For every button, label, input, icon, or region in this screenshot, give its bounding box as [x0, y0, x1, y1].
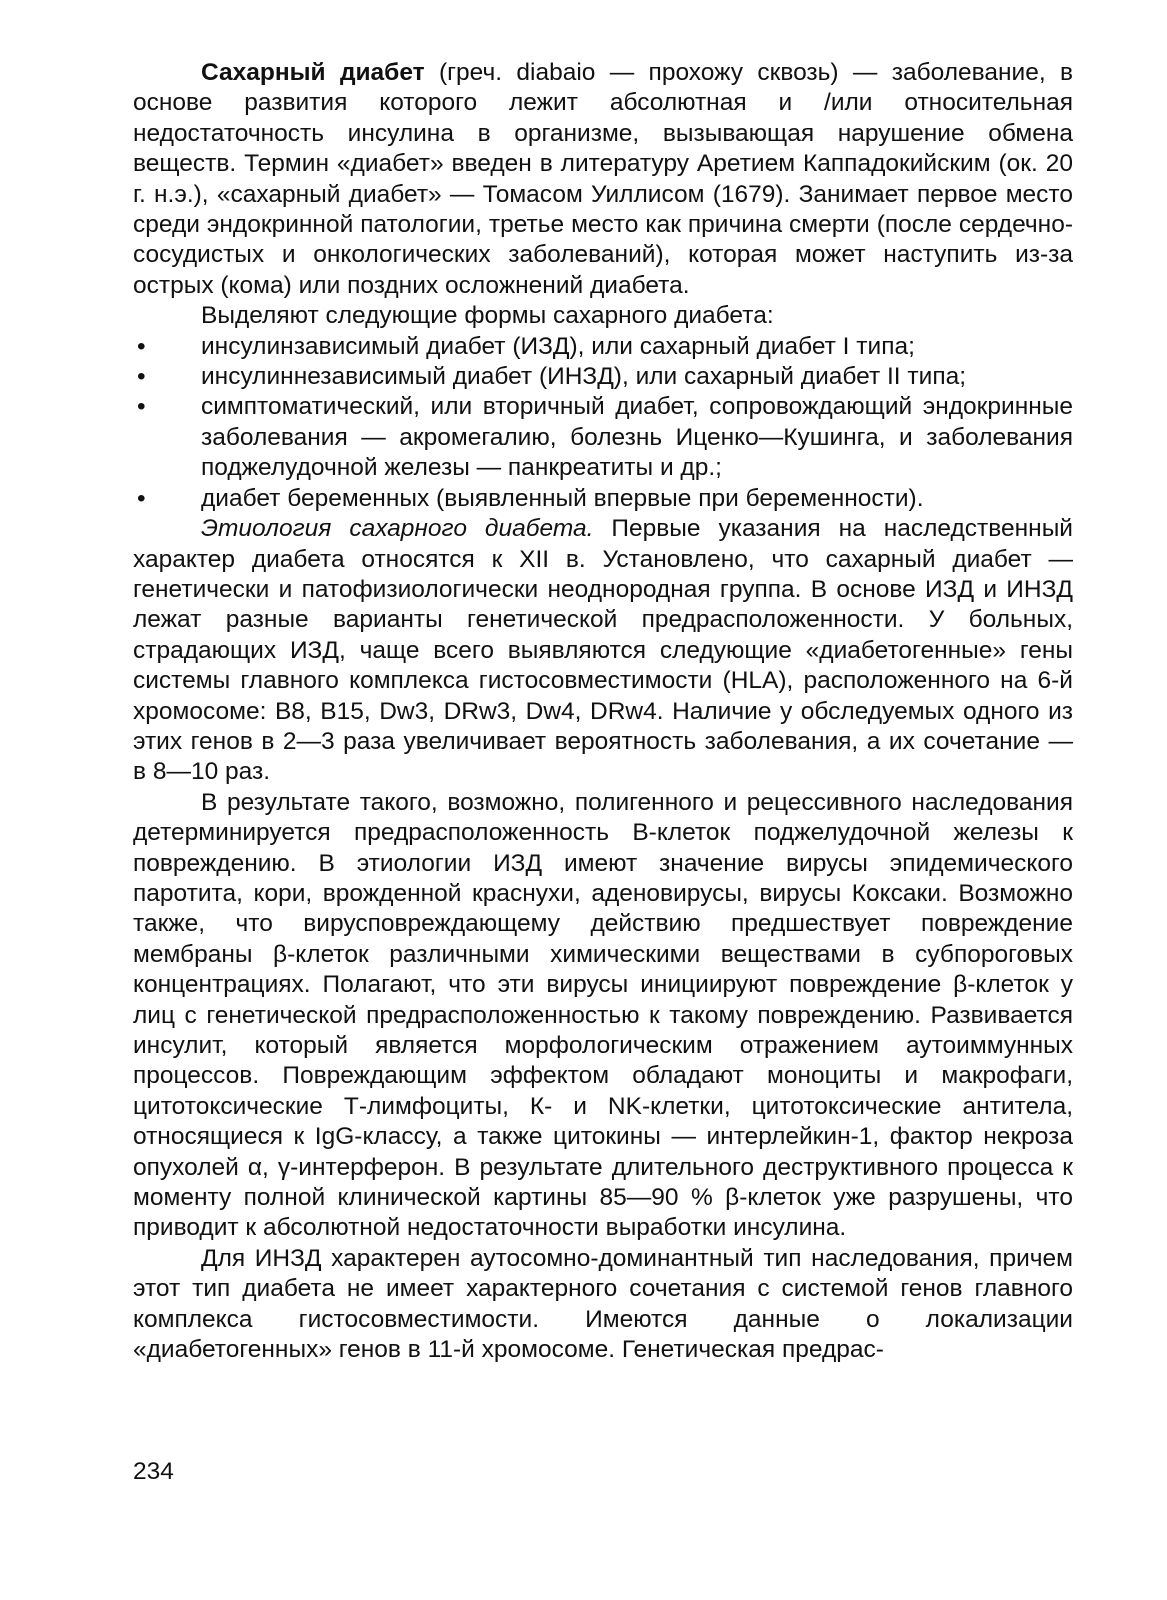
paragraph-definition [133, 58, 1073, 301]
paragraph-pathogenesis: В результате такого, возможно, полигенного и рецессивного наследования детерминируется предрасположенность В-клеток поджелудочной железы к повреждению. В этиологии ИЗД имеют значение вирусы эпидемического паротита, кори, врожденной краснухи, аденовирусы, вирусы Коксаки. Возможно также, что вирусповреждающему действию предшествует повреждение мембраны β-клеток различными химическими веществами в субпороговых концентрациях. Полагают, что эти вирусы инициируют повреждение β-клеток у лиц с генетической предрасположенностью к такому повреждению. Развивается инсулит, который является морфологическим отражением аутоиммунных процессов. Повреждающим эффектом обладают моноциты и макрофаги, цитотоксические Т-лимфоциты, К- и NK-клетки, цитотоксические антитела, относящиеся к IgG-классу, а также цитокины — интерлейкин-1, фактор некроза опухолей α, γ-интерферон. В результате длительного деструктивного процесса к моменту полной клинической картины 85—90 % β-клеток уже разрушены, что приводит к абсолютной недостаточности выработки инсулина. [133, 788, 1073, 1242]
lead-term: Сахарный диабет [201, 59, 425, 86]
paragraph-text: Первые указания на наследственный характер диабета относятся к XII в. Установлено, что сахарный диабет — генетически и патофизиологически неоднородная группа. В основе ИЗД и ИНЗД лежат разные варианты генетической предрасположенности. У больных, страдающих ИЗД, чаще всего выявляются следующие «диабетогенные» гены системы главного комплекса гистосовместимости (HLA), расположенного на 6-й хромосоме: B8, B15, Dw3, DRw3, Dw4, DRw4. Наличие у обследуемых одного из этих генов в 2—3 раза увеличивает вероятность заболевания, а их сочетание — в 8—10 раз. [133, 515, 1073, 786]
paragraph-etiology [133, 514, 1073, 788]
bullet-icon: • [137, 332, 146, 360]
bullet-icon: • [137, 363, 146, 391]
list-item [133, 392, 1073, 483]
page-number: 234 [133, 1458, 174, 1485]
bullet-icon: • [137, 484, 146, 512]
list-item [133, 362, 1073, 392]
list-item [133, 332, 1073, 362]
list-item-text: инсулинзависимый диабет (ИЗД), или сахарный диабет I типа; [201, 332, 915, 360]
list-item-text: инсулиннезависимый диабет (ИНЗД), или сахарный диабет II типа; [201, 363, 967, 391]
paragraph-forms-intro: Выделяют следующие формы сахарного диабета: [201, 302, 774, 330]
section-heading: Этиология сахарного диабета. [201, 515, 594, 543]
bullet-icon: • [137, 393, 146, 421]
list-item-text: диабет беременных (выявленный впервые при беременности). [201, 484, 924, 512]
paragraph-niddm: Для ИНЗД характерен аутосомно-доминантный тип наследования, причем этот тип диабета не имеет характерного сочетания с системой генов главного комплекса гистосовместимости. Имеются данные о локализации «диабетогенных» генов в 11-й хромосоме. Генетическая предрас- [133, 1244, 1073, 1364]
forms-list [133, 332, 1073, 514]
document-page [133, 58, 1073, 1365]
list-item [133, 484, 1073, 514]
paragraph-text: (греч. diabaio — прохожу сквозь) — заболевание, в основе развития которого лежит абсолютная и /или относительная недостаточность инсулина в организме, вызывающая нарушение обмена веществ. Термин «диабет» введен в литературу Аретием Каппадокийским (ок. 20 г. н.э.), «сахарный диабет» — Томасом Уиллисом (1679). Занимает первое место среди эндокринной патологии, третье место как причина смерти (после сердечно-сосудистых и онкологических заболеваний), которая может наступить из-за острых (кома) или поздних осложнений диабета. [133, 59, 1073, 299]
list-item-text: симптоматический, или вторичный диабет, сопровождающий эндокринные заболевания — акромегалию, болезнь Иценко—Кушинга, и заболевания поджелудочной железы — панкреатиты и др.; [201, 393, 1073, 482]
